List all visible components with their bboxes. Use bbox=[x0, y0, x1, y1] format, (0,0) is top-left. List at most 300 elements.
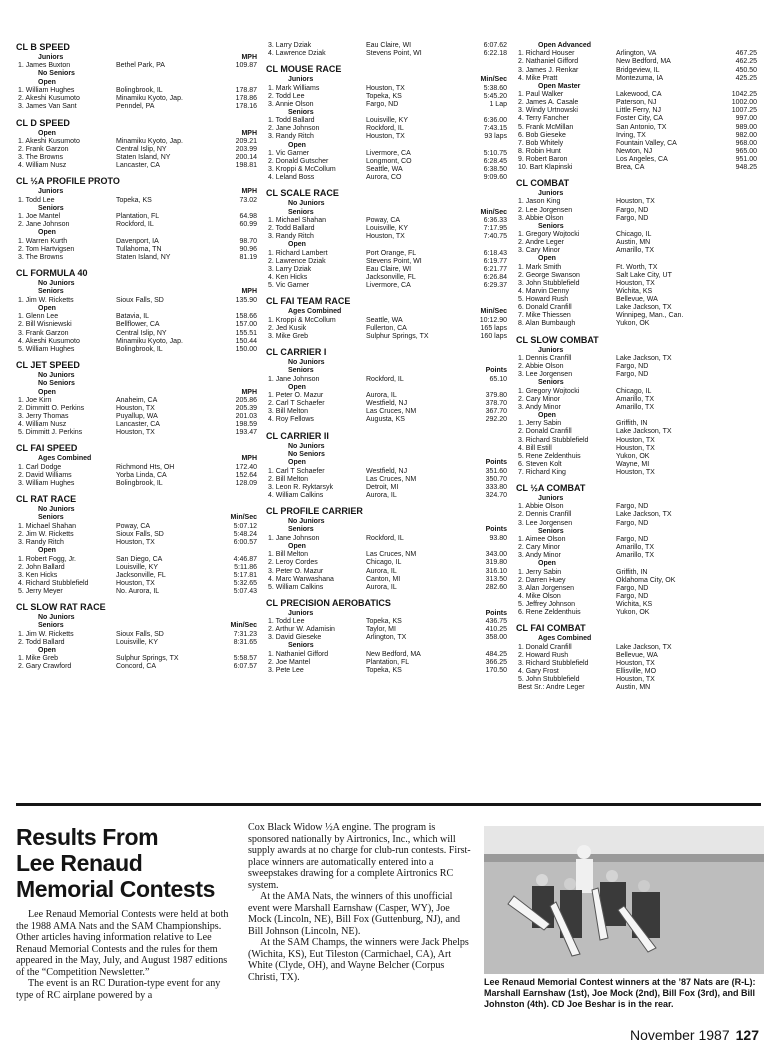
competitor-name: 1. Jerry Sabin bbox=[518, 420, 562, 428]
competitor-name: 2. Nathaniel Gifford bbox=[518, 58, 579, 66]
competitor-location: Ellisville, MO bbox=[616, 667, 657, 675]
result-row bbox=[266, 651, 507, 659]
competitor-name: 1. Todd Ballard bbox=[268, 117, 315, 125]
competitor-name: 4. Bill Estill bbox=[518, 444, 552, 452]
division-header bbox=[16, 280, 257, 288]
competitor-name: 3. Annie Olson bbox=[268, 100, 314, 108]
competitor-name: 1. Peter O. Mazur bbox=[268, 392, 324, 400]
competitor-name: 2. Dennis Cranfill bbox=[518, 511, 572, 519]
event-title: CL FAI TEAM RACE bbox=[266, 296, 351, 307]
score-unit: Min/Sec bbox=[230, 622, 257, 630]
division-header bbox=[16, 229, 257, 237]
division-header bbox=[266, 384, 507, 392]
competitor-score: 193.47 bbox=[235, 429, 257, 437]
competitor-name: 3. Leon R. Ryktarsyk bbox=[268, 483, 333, 491]
competitor-score: 6:36.00 bbox=[483, 117, 507, 125]
competitor-location: Louisville, KY bbox=[116, 638, 159, 646]
result-row bbox=[266, 158, 507, 166]
competitor-score: 378.70 bbox=[485, 400, 507, 408]
result-row bbox=[266, 282, 507, 290]
competitor-name: 6. Rene Zeldenthuis bbox=[518, 609, 581, 617]
division-label: No Seniors bbox=[38, 380, 75, 388]
result-row bbox=[266, 416, 507, 424]
division-header bbox=[16, 54, 257, 62]
competitor-name: 5. John Stubblefield bbox=[518, 676, 580, 684]
score-unit: Min/Sec bbox=[480, 208, 507, 216]
competitor-score: 4:46.87 bbox=[233, 555, 257, 563]
division-label: Open bbox=[288, 383, 306, 391]
competitor-score: 948.25 bbox=[735, 164, 757, 171]
competitor-location: Fargo, ND bbox=[616, 363, 649, 371]
result-row bbox=[266, 476, 507, 484]
result-row bbox=[16, 221, 257, 229]
result-row bbox=[516, 198, 757, 206]
competitor-location: Fargo, ND bbox=[616, 536, 649, 544]
result-row bbox=[16, 572, 257, 580]
competitor-location: Eau Claire, WI bbox=[366, 42, 412, 49]
division-header bbox=[516, 635, 757, 643]
competitor-name: 7. Mike Thiessen bbox=[518, 312, 571, 320]
competitor-score: 150.00 bbox=[235, 345, 257, 353]
competitor-location: Sioux Falls, SD bbox=[116, 630, 164, 638]
results-section bbox=[516, 335, 757, 477]
competitor-location: Houston, TX bbox=[616, 436, 655, 444]
result-row bbox=[266, 333, 507, 341]
division-label: Open Advanced bbox=[538, 42, 592, 49]
competitor-location: Houston, TX bbox=[366, 133, 405, 141]
competitor-location: Amarillo, TX bbox=[616, 403, 654, 411]
competitor-score: 982.00 bbox=[735, 131, 757, 139]
competitor-location: Port Orange, FL bbox=[366, 249, 417, 257]
competitor-name: 7. Richard King bbox=[518, 468, 566, 476]
result-row bbox=[266, 484, 507, 492]
person-head bbox=[536, 874, 548, 886]
competitor-location: Winnipeg, Man., Can. bbox=[616, 312, 684, 320]
result-row bbox=[16, 588, 257, 596]
competitor-score: 198.81 bbox=[235, 162, 257, 170]
event-title: CL CARRIER I bbox=[266, 346, 327, 357]
result-row bbox=[516, 511, 757, 519]
result-row bbox=[516, 288, 757, 296]
competitor-score: 410.25 bbox=[485, 626, 507, 634]
event-title: CL FORMULA 40 bbox=[16, 268, 88, 279]
division-header bbox=[516, 379, 757, 387]
competitor-score: 7:17.95 bbox=[483, 225, 507, 233]
competitor-name: 2. John Ballard bbox=[18, 563, 65, 571]
competitor-name: 1. Donald Cranfill bbox=[518, 643, 572, 651]
competitor-name: 5. Jeffrey Johnson bbox=[518, 601, 576, 609]
result-row bbox=[16, 87, 257, 95]
result-row bbox=[516, 355, 757, 363]
division-header bbox=[516, 560, 757, 568]
event-title: CL SLOW COMBAT bbox=[516, 334, 599, 345]
competitor-location: Chicago, IL bbox=[616, 387, 652, 395]
competitor-location: Fountain Valley, CA bbox=[616, 139, 677, 147]
division-header bbox=[266, 359, 507, 367]
competitor-location: Las Cruces, NM bbox=[366, 475, 417, 483]
competitor-score: 160 laps bbox=[480, 332, 507, 340]
competitor-score: 6:07.57 bbox=[233, 663, 257, 671]
competitor-name: 3. Cary Minor bbox=[518, 247, 561, 255]
competitor-location: Yukon, OK bbox=[616, 609, 650, 617]
competitor-name: 3. Frank Garzon bbox=[18, 329, 69, 337]
division-header bbox=[16, 380, 257, 388]
division-label: Seniors bbox=[38, 622, 64, 630]
competitor-score: 951.00 bbox=[735, 155, 757, 163]
competitor-name: 2. David Williams bbox=[18, 471, 72, 479]
competitor-name: 1. Jason King bbox=[518, 198, 561, 206]
result-row bbox=[516, 304, 757, 312]
person-head bbox=[606, 870, 618, 882]
division-label: No Juniors bbox=[38, 280, 75, 288]
result-row bbox=[516, 388, 757, 396]
competitor-location: Bethel Park, PA bbox=[116, 62, 165, 70]
result-row bbox=[516, 453, 757, 461]
results-section bbox=[16, 360, 257, 438]
division-label: Seniors bbox=[38, 288, 64, 296]
competitor-name: 3. Bill Melton bbox=[268, 408, 309, 416]
competitor-score: 198.59 bbox=[235, 421, 257, 429]
result-row bbox=[516, 668, 757, 676]
competitor-location: Anaheim, CA bbox=[116, 396, 158, 404]
competitor-score: 5:07.12 bbox=[233, 522, 257, 530]
result-row bbox=[16, 539, 257, 547]
event-title: CL JET SPEED bbox=[16, 359, 80, 370]
competitor-name: 1. Gregory Wojtocki bbox=[518, 387, 580, 395]
event-title: CL CARRIER II bbox=[266, 430, 329, 441]
competitor-name: 2. Leroy Cordes bbox=[268, 559, 318, 567]
competitor-name: 1. Todd Lee bbox=[268, 618, 305, 626]
article-title bbox=[16, 824, 231, 902]
competitor-location: Tullahoma, TN bbox=[116, 245, 162, 253]
competitor-score: 60.99 bbox=[239, 221, 257, 229]
division-label: Juniors bbox=[38, 188, 64, 196]
competitor-name: 3. The Browns bbox=[18, 253, 64, 261]
competitor-name: 5. Jerry Meyer bbox=[18, 587, 63, 595]
result-row bbox=[516, 371, 757, 379]
result-row bbox=[16, 421, 257, 429]
competitor-score: 5:38.60 bbox=[483, 84, 507, 92]
division-header bbox=[16, 130, 257, 138]
article-column-2 bbox=[248, 822, 474, 983]
competitor-location: Griffith, IN bbox=[616, 420, 648, 428]
score-unit: MPH bbox=[241, 54, 257, 61]
competitor-score: 6:18.43 bbox=[483, 249, 507, 257]
division-header bbox=[16, 614, 257, 622]
competitor-location: Los Angeles, CA bbox=[616, 155, 668, 163]
competitor-name: 3. Randy Ritch bbox=[268, 233, 314, 241]
division-header bbox=[516, 255, 757, 263]
competitor-location: Rockford, IL bbox=[366, 534, 404, 542]
division-header bbox=[16, 70, 257, 78]
result-row bbox=[266, 250, 507, 258]
competitor-score: 6:22.18 bbox=[483, 50, 507, 58]
competitor-name: 2. Todd Ballard bbox=[268, 225, 315, 233]
competitor-name: 7. Bob Whitely bbox=[518, 139, 564, 147]
division-label: Open bbox=[538, 255, 556, 263]
competitor-location: Las Cruces, NM bbox=[366, 551, 417, 559]
competitor-location: Fargo, ND bbox=[366, 100, 399, 108]
division-header bbox=[16, 305, 257, 313]
competitor-name: 3. Andy Minor bbox=[518, 403, 561, 411]
competitor-name: 2. Cary Minor bbox=[518, 395, 561, 403]
division-header bbox=[16, 188, 257, 196]
competitor-name: 2. Bill Wisniewski bbox=[18, 321, 72, 329]
results-section bbox=[16, 494, 257, 596]
competitor-score: 462.25 bbox=[735, 58, 757, 66]
competitor-location: Louisville, KY bbox=[366, 117, 409, 125]
competitor-location: Lake Jackson, TX bbox=[616, 304, 672, 312]
result-row bbox=[266, 133, 507, 141]
division-label: No Juniors bbox=[38, 614, 75, 622]
score-unit: Points bbox=[485, 609, 507, 617]
result-row bbox=[516, 461, 757, 469]
division-label: Open bbox=[38, 547, 56, 555]
result-row bbox=[266, 568, 507, 576]
result-row bbox=[16, 162, 257, 170]
section-divider bbox=[16, 803, 761, 806]
person-head bbox=[577, 845, 591, 859]
result-row bbox=[266, 101, 507, 109]
competitor-score: 5:17.81 bbox=[233, 571, 257, 579]
division-header bbox=[266, 367, 507, 375]
division-label: Juniors bbox=[38, 54, 64, 61]
competitor-name: 3. William Hughes bbox=[18, 480, 75, 487]
competitor-name: 1. Jane Johnson bbox=[268, 534, 320, 542]
result-row bbox=[266, 266, 507, 274]
winners-photo-illustration bbox=[484, 826, 764, 974]
competitor-score: 170.50 bbox=[485, 667, 507, 675]
competitor-name: 4. Richard Stubblefield bbox=[18, 579, 89, 587]
competitor-name: 4. Marc Warwashana bbox=[268, 575, 334, 583]
competitor-location: Detroit, MI bbox=[366, 483, 399, 491]
competitor-score: 1002.00 bbox=[731, 99, 757, 107]
competitor-location: San Antonio, TX bbox=[616, 123, 667, 131]
competitor-name: 1. Mark Smith bbox=[518, 263, 562, 271]
result-row bbox=[516, 609, 757, 617]
competitor-name: 1. Jim W. Ricketts bbox=[18, 296, 74, 304]
competitor-location: Austin, MN bbox=[616, 684, 651, 692]
result-row bbox=[266, 618, 507, 626]
result-row bbox=[516, 75, 757, 83]
competitor-name: 5. Dimmitt J. Perkins bbox=[18, 429, 83, 437]
competitor-location: Louisville, KY bbox=[366, 225, 409, 233]
division-label: Ages Combined bbox=[288, 308, 342, 316]
division-label: Open bbox=[38, 129, 56, 137]
division-header bbox=[266, 451, 507, 459]
division-label: Seniors bbox=[38, 204, 64, 212]
competitor-score: 73.02 bbox=[239, 196, 257, 204]
competitor-location: Westfield, NJ bbox=[366, 467, 408, 475]
division-header bbox=[16, 205, 257, 213]
competitor-location: Jacksonville, FL bbox=[116, 571, 166, 579]
person-head bbox=[564, 878, 576, 890]
division-label: Open bbox=[38, 646, 56, 654]
competitor-name: 8. Alan Bumbaugh bbox=[518, 320, 576, 328]
competitor-score: 1042.25 bbox=[731, 91, 757, 99]
competitor-name: 2. Cary Minor bbox=[518, 544, 561, 552]
result-row bbox=[16, 146, 257, 154]
division-header bbox=[516, 190, 757, 198]
result-row bbox=[516, 660, 757, 668]
competitor-name: 2. Donald Cranfill bbox=[518, 428, 572, 436]
competitor-name: 1. Gregory Wojtocki bbox=[518, 231, 580, 239]
competitor-score: 128.09 bbox=[235, 480, 257, 487]
competitor-location: Brea, CA bbox=[616, 164, 645, 171]
results-section bbox=[16, 268, 257, 354]
result-row bbox=[516, 601, 757, 609]
result-row bbox=[516, 552, 757, 560]
competitor-name: 2. Tom Hartvigsen bbox=[18, 245, 75, 253]
competitor-location: Fargo, ND bbox=[616, 503, 649, 511]
competitor-location: Fargo, ND bbox=[616, 584, 649, 592]
division-label: Seniors bbox=[538, 527, 564, 535]
division-header bbox=[16, 647, 257, 655]
competitor-score: 5:32.65 bbox=[233, 579, 257, 587]
division-label: Open Master bbox=[538, 82, 581, 90]
competitor-location: Aurora, IL bbox=[366, 567, 397, 575]
competitor-location: Taylor, MI bbox=[366, 626, 396, 634]
competitor-name: 1. Dennis Cranfill bbox=[518, 354, 572, 362]
competitor-location: Chicago, IL bbox=[366, 559, 402, 567]
competitor-name: 1. Aimee Olson bbox=[518, 536, 566, 544]
competitor-location: Bridgeview, IL bbox=[616, 66, 660, 74]
competitor-score: 366.25 bbox=[485, 658, 507, 666]
result-row bbox=[16, 472, 257, 480]
competitor-name: 3. The Browns bbox=[18, 154, 64, 162]
competitor-location: Houston, TX bbox=[616, 676, 655, 684]
competitor-location: Houston, TX bbox=[116, 405, 155, 413]
competitor-score: 5:48.24 bbox=[233, 530, 257, 538]
competitor-location: Amarillo, TX bbox=[616, 544, 654, 552]
division-header bbox=[16, 547, 257, 555]
result-row bbox=[516, 132, 757, 140]
competitor-score: 5:45.20 bbox=[483, 92, 507, 100]
competitor-score: 203.99 bbox=[235, 146, 257, 154]
competitor-location: Poway, CA bbox=[116, 522, 151, 530]
competitor-score: 484.25 bbox=[485, 650, 507, 658]
result-row bbox=[16, 246, 257, 254]
results-section bbox=[16, 443, 257, 488]
competitor-location: New Bedford, MA bbox=[616, 58, 671, 66]
competitor-name: 4. Terry Fancher bbox=[518, 115, 569, 123]
competitor-name: 2. Todd Lee bbox=[268, 92, 305, 100]
division-header bbox=[266, 642, 507, 650]
competitor-score: 135.90 bbox=[235, 296, 257, 304]
competitor-location: Houston, TX bbox=[616, 444, 655, 452]
result-row bbox=[16, 321, 257, 329]
score-unit: Min/Sec bbox=[230, 514, 257, 522]
competitor-location: Lakewood, CA bbox=[616, 91, 662, 99]
result-row bbox=[16, 397, 257, 405]
result-row bbox=[16, 564, 257, 572]
result-row bbox=[16, 523, 257, 531]
competitor-score: 81.19 bbox=[239, 253, 257, 261]
result-row bbox=[266, 325, 507, 333]
competitor-name: 1. Kroppi & McCollum bbox=[268, 316, 336, 324]
division-label: No Juniors bbox=[288, 358, 325, 366]
competitor-name: 2. George Swanson bbox=[518, 271, 580, 279]
competitor-location: Bellevue, WA bbox=[616, 296, 658, 304]
competitor-location: Lancaster, CA bbox=[116, 162, 160, 170]
event-title: CL RAT RACE bbox=[16, 494, 77, 505]
score-unit: MPH bbox=[241, 288, 257, 296]
competitor-location: Houston, TX bbox=[116, 539, 155, 547]
competitor-name: 2. Akeshi Kusumoto bbox=[18, 95, 80, 103]
competitor-score: 165 laps bbox=[480, 324, 507, 332]
person-body bbox=[576, 859, 593, 893]
result-row bbox=[266, 50, 507, 58]
division-header bbox=[266, 543, 507, 551]
event-title: CL B SPEED bbox=[16, 42, 70, 52]
competitor-location: Bolingbrook, IL bbox=[116, 87, 163, 95]
result-row bbox=[266, 258, 507, 266]
competitor-location: Houston, TX bbox=[616, 659, 655, 667]
result-row bbox=[516, 272, 757, 280]
result-row bbox=[16, 95, 257, 103]
result-row bbox=[516, 312, 757, 320]
competitor-score: 5:07.43 bbox=[233, 587, 257, 595]
competitor-location: New Bedford, MA bbox=[366, 650, 421, 658]
division-header bbox=[266, 518, 507, 526]
result-row bbox=[266, 468, 507, 476]
competitor-score: 351.60 bbox=[485, 467, 507, 475]
division-header bbox=[266, 200, 507, 208]
competitor-location: Las Cruces, NM bbox=[366, 408, 417, 416]
event-title: CL ½A COMBAT bbox=[516, 482, 586, 493]
result-row bbox=[266, 492, 507, 500]
competitor-location: Houston, TX bbox=[116, 579, 155, 587]
competitor-name: 5. Rene Zeldenthuis bbox=[518, 452, 581, 460]
results-section bbox=[516, 42, 757, 172]
competitor-location: Minamiku Kyoto, Jap. bbox=[116, 95, 183, 103]
competitor-location: Houston, TX bbox=[616, 280, 655, 288]
competitor-name: 3. Andy Minor bbox=[518, 552, 561, 560]
competitor-name: 1. James Buxton bbox=[18, 62, 71, 70]
competitor-name: 1. Paul Walker bbox=[518, 91, 564, 99]
competitor-name: 1. Mark Williams bbox=[268, 84, 320, 92]
competitor-score: 10:12.90 bbox=[479, 316, 507, 324]
competitor-location: Yukon, OK bbox=[616, 320, 650, 328]
competitor-location: Fargo, ND bbox=[616, 214, 649, 222]
results-section bbox=[266, 347, 507, 425]
competitor-name: 6. Steven Kolt bbox=[518, 460, 562, 468]
competitor-location: Lancaster, CA bbox=[116, 421, 160, 429]
competitor-name: 3. Richard Stubblefield bbox=[518, 436, 589, 444]
article-paragraph: At the AMA Nats, the winners of this unofficial event were Marshall Earnshaw (Casper, WY), Joe Mock (Lincoln, NE), Bill Fox (Guttenburg, NJ), and Bill Johnson (Lincoln, NE). bbox=[248, 891, 461, 937]
competitor-location: Livermore, CA bbox=[366, 282, 411, 290]
result-row bbox=[516, 437, 757, 445]
result-row bbox=[16, 154, 257, 162]
competitor-score: 6:21.77 bbox=[483, 265, 507, 273]
competitor-name: 3. John Stubblefield bbox=[518, 280, 580, 288]
competitor-location: Minamiku Kyoto, Jap. bbox=[116, 137, 183, 145]
article-title-line: Results From bbox=[16, 824, 159, 850]
results-section bbox=[16, 602, 257, 672]
competitor-name: Best Sr.: Andre Leger bbox=[518, 684, 585, 692]
competitor-location: Jacksonville, FL bbox=[366, 274, 416, 282]
competitor-location: Livermore, CA bbox=[366, 149, 411, 157]
competitor-name: 4. Leland Boss bbox=[268, 174, 315, 182]
article-paragraph: Cox Black Widow ½A engine. The program is sponsored nationally by Airtronics, Inc., which will supply awards at no charge for club-run contests. First-place winners are automatically entered into a sweepstakes drawing for a complete Airtronics RC system. bbox=[248, 822, 471, 891]
competitor-location: Ft. Worth, TX bbox=[616, 263, 658, 271]
competitor-name: 1. Jerry Sabin bbox=[518, 568, 562, 576]
competitor-location: Topeka, KS bbox=[366, 667, 402, 675]
result-row bbox=[516, 593, 757, 601]
division-label: Open bbox=[288, 542, 306, 550]
result-row bbox=[16, 103, 257, 111]
result-row bbox=[516, 247, 757, 255]
